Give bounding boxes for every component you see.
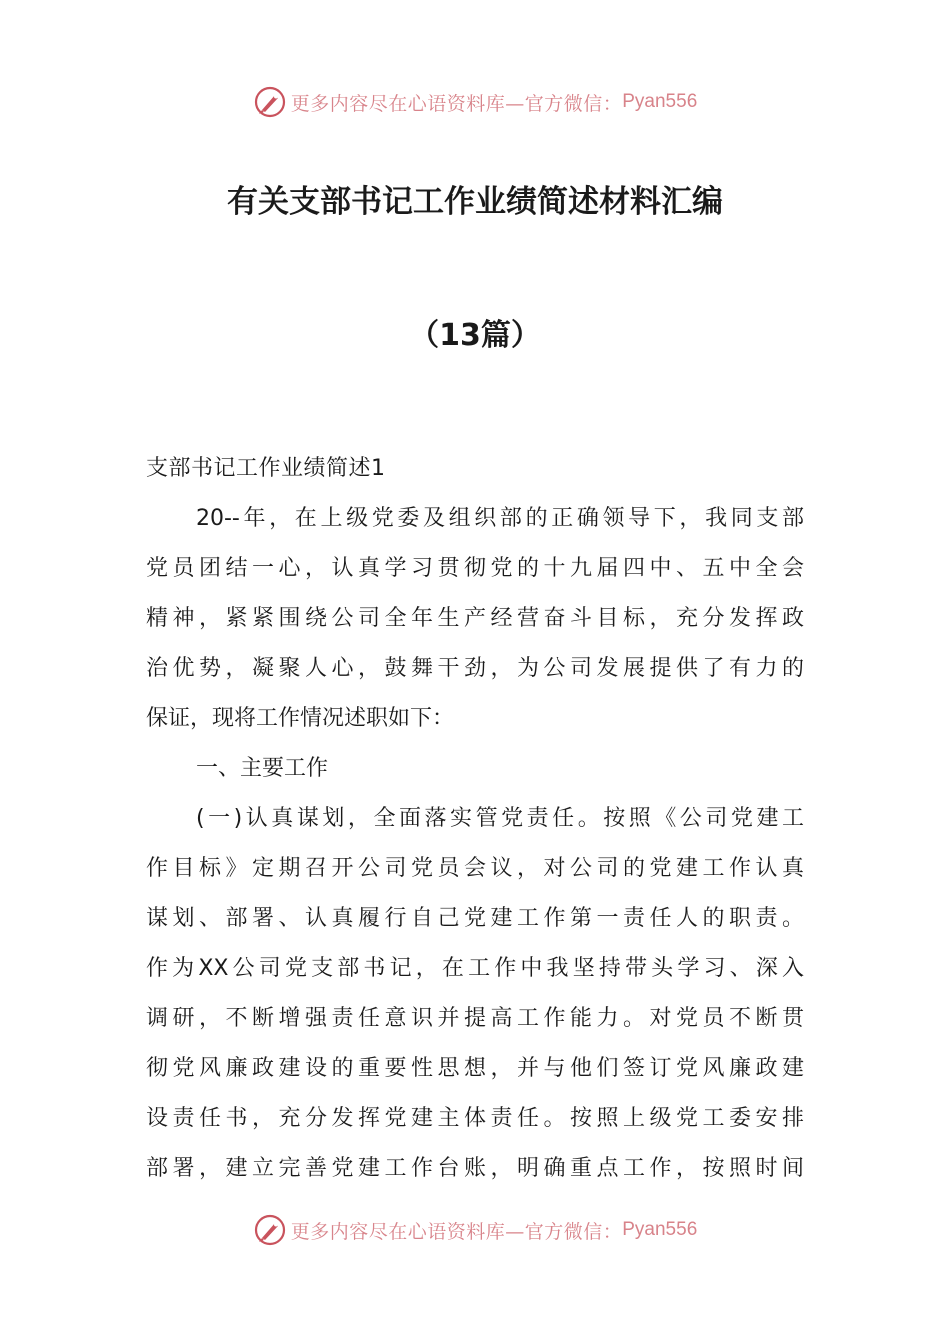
paragraph-intro xyxy=(146,494,804,744)
paragraph-main-work-heading xyxy=(146,744,804,794)
paragraph-line: 一、主要工作 xyxy=(196,756,329,781)
pen-nib-logo-icon xyxy=(253,85,287,119)
watermark-text: 更多内容尽在心语资料库—官方微信： xyxy=(290,92,623,115)
section-heading: 支部书记工作业绩简述1 xyxy=(146,456,386,481)
paragraph-line: 部署，建立完善党建工作台账，明确重点工作，按照时间 xyxy=(146,1156,804,1181)
paragraph-line: (一)认真谋划，全面落实管党责任。按照《公司党建工 xyxy=(196,806,804,831)
paragraph-line: 保证，现将工作情况述职如下： xyxy=(146,706,455,731)
watermark-banner-bottom xyxy=(0,1210,950,1250)
document-subtitle: （13篇） xyxy=(409,318,541,353)
watermark-wechat-id: Pyan556 xyxy=(622,91,698,112)
paragraph-line: 谋划、部署、认真履行自己党建工作第一责任人的职责。 xyxy=(146,906,804,931)
watermark-banner-top xyxy=(0,82,950,122)
paragraph-line: 作目标》定期召开公司党员会议，对公司的党建工作认真 xyxy=(146,856,804,881)
paragraph-line: 调研，不断增强责任意识并提高工作能力。对党员不断贯 xyxy=(146,1006,804,1031)
paragraph-line: 设责任书，充分发挥党建主体责任。按照上级党工委安排 xyxy=(146,1106,804,1131)
paragraph-line: 20--年，在上级党委及组织部的正确领导下，我同支部 xyxy=(196,506,804,531)
paragraph-line: 精神，紧紧围绕公司全年生产经营奋斗目标，充分发挥政 xyxy=(146,606,804,631)
paragraph-line: 党员团结一心，认真学习贯彻党的十九届四中、五中全会 xyxy=(146,556,804,581)
watermark-text: 更多内容尽在心语资料库—官方微信： xyxy=(290,1220,623,1243)
paragraph-line: 彻党风廉政建设的重要性思想，并与他们签订党风廉政建 xyxy=(146,1056,804,1081)
pen-nib-logo-icon xyxy=(253,1213,287,1247)
document-body xyxy=(146,444,804,1194)
paragraph-line: 治优势，凝聚人心，鼓舞干劲，为公司发展提供了有力的 xyxy=(146,656,804,681)
paragraph-item-one xyxy=(146,794,804,1194)
paragraph-line: 作为XX公司党支部书记，在工作中我坚持带头学习、深入 xyxy=(146,956,804,981)
watermark-wechat-id: Pyan556 xyxy=(622,1219,698,1240)
document-title: 有关支部书记工作业绩简述材料汇编 xyxy=(227,184,723,220)
